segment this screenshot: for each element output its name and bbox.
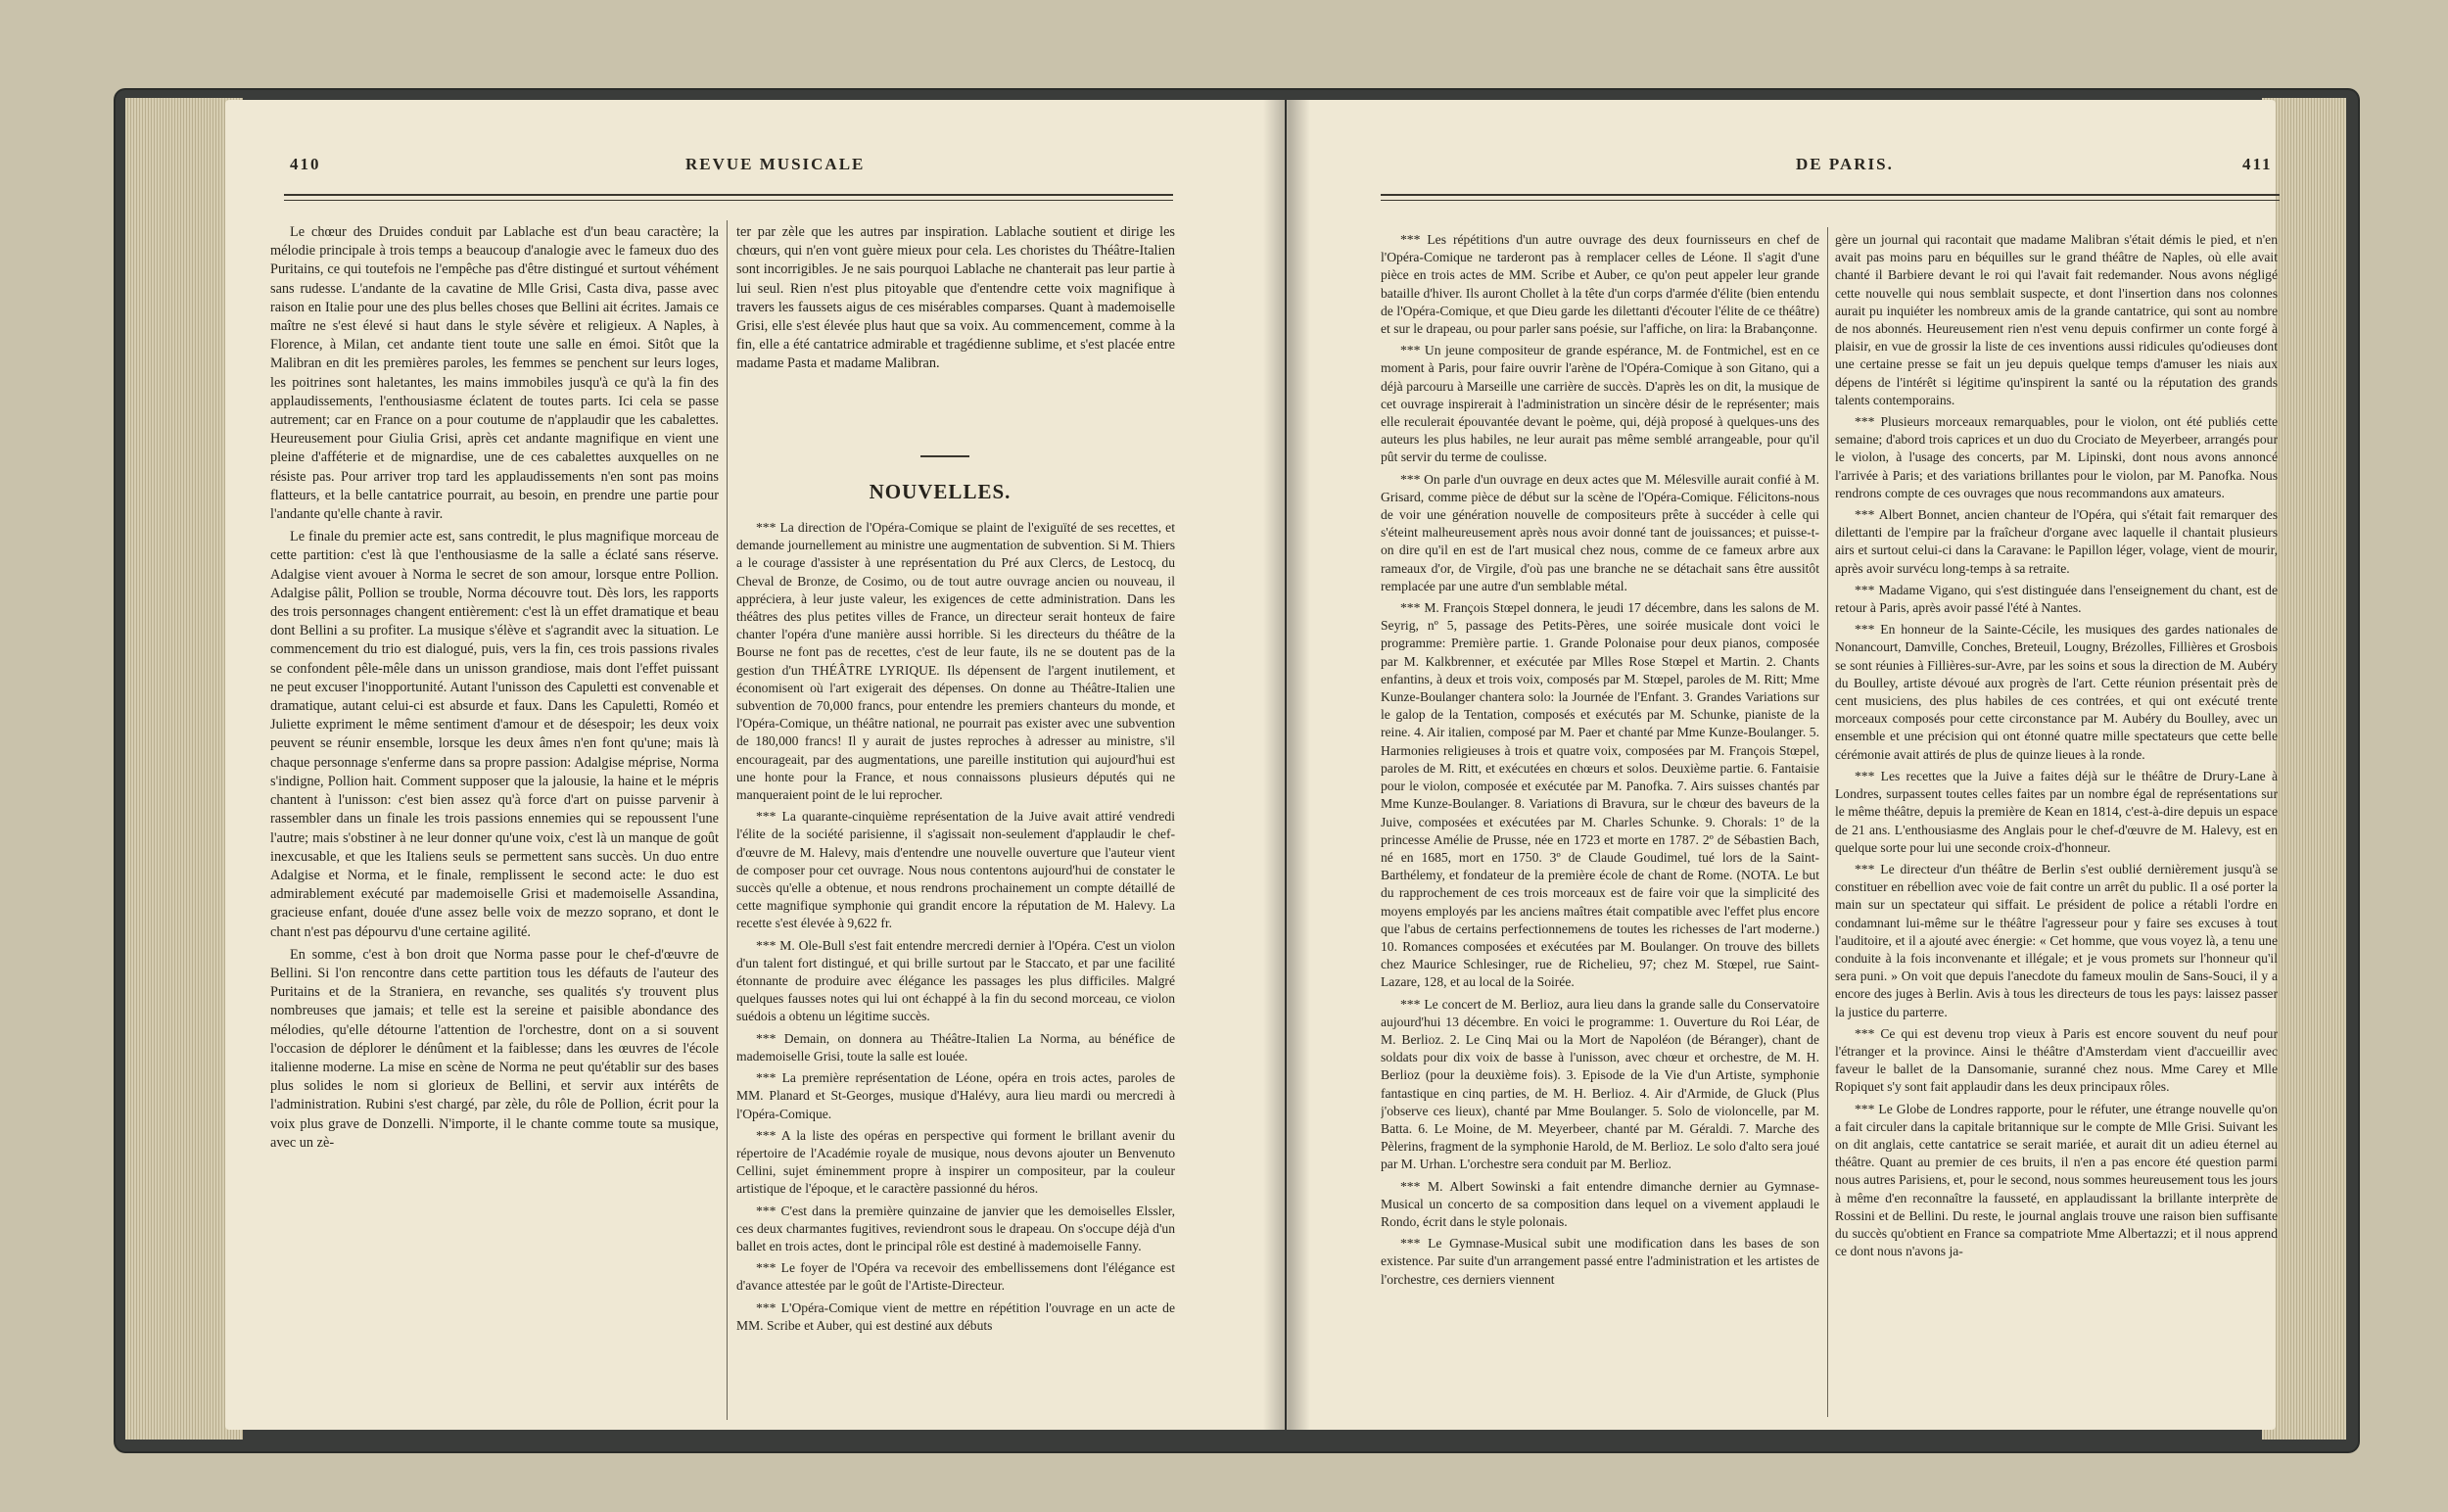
news-item: *** Plusieurs morceaux remarquables, pour le violon, ont été publiés cette semaine; d'abord trois caprices et un duo du Crociato de Meyerbeer, arrangés pour le violon, à l'usage des concerts, par M. Lipinski, dont nous avons annoncé l'arrivée à Paris; et des variations brillantes pour le violon, par M. Panofka. Nous rendrons compte de ces ouvrages que nous recommandons aux amateurs. bbox=[1835, 414, 2278, 500]
left-column-1 bbox=[270, 223, 719, 1420]
news-item: *** M. Albert Sowinski a fait entendre dimanche dernier au Gymnase-Musical un concerto de sa composition dans lequel on a vivement applaudi le Rondo, écrit dans le style polonais. bbox=[1381, 1178, 1819, 1229]
news-item: *** Les recettes que la Juive a faites déjà sur le théâtre de Drury-Lane à Londres, surpassent toutes celles faites par un nombre égal de représentations sur le même théâtre, depuis la première de Kean en 1814, c'est-à-dire depuis un espace de 21 ans. L'enthousiasme des Anglais pour le chef-d'œuvre de M. Halevy, est en quelque sorte pour lui une seconde croix-d'honneur. bbox=[1835, 768, 2278, 855]
news-item: *** Le Globe de Londres rapporte, pour le réfuter, une étrange nouvelle qu'on a fait circuler dans la capitale britannique sur le compte de Mlle Grisi. Suivant les on dit anglais, cette cantatrice se serait mariée, et aurait dit un adieu éternel au théâtre. Quant au premier de ces bruits, il n'en a pas encore été question parmi nous autres Parisiens, et, pour le second, nous sommes heureusement tous les jours à même d'en reconnaître la fausseté, en applaudissant la brillante interprète de Rossini et de Bellini. Du reste, le journal anglais trouve une raison bien suffisante du succès qu'obtient en France sa compatriote Mme Albertazzi; et il nous apprend ce dont nous n'avons ja- bbox=[1835, 1101, 2278, 1259]
right-column-2 bbox=[1835, 231, 2278, 1418]
news-item: *** M. Ole-Bull s'est fait entendre mercredi dernier à l'Opéra. C'est un violon d'un talent fort distingué, et qui brille surtout par le Staccato, et par une facilité étonnante de produire avec élégance les passages les plus difficiles. Malgré quelques fausses notes qui lui ont échappé à la fin du second morceau, ce violon suédois a obtenu un légitime succès. bbox=[736, 937, 1175, 1024]
paragraph: ter par zèle que les autres par inspiration. Lablache soutient et dirige les chœurs, qui n'en vont guère mieux pour cela. Les choristes du Théâtre-Italien sont incorrigibles. Je ne sais pourquoi Lablache ne chanterait pas leur partie à lui seul. Rien n'est plus pitoyable que d'entendre cette voix magnifique à travers les faussets aigus de ces misérables comparses. Quant à mademoiselle Grisi, elle s'est élevée plus haut que sa voix. Au commencement, comme à la fin, elle a été cantatrice admirable et tragédienne sublime, et s'est placée entre madame Pasta et madame Malibran. bbox=[736, 224, 1175, 372]
header-rule-left-thin bbox=[284, 200, 1173, 201]
news-item: *** C'est dans la première quinzaine de janvier que les demoiselles Elssler, ces deux charmantes fugitives, reviendront sous le drapeau. On s'occupe déjà d'un ballet en trois actes, dont le principal rôle est destiné à mademoiselle Fanny. bbox=[736, 1203, 1175, 1253]
news-item: *** A la liste des opéras en perspective qui forment le brillant avenir du répertoire de l'Académie royale de musique, nous devons ajouter un Benvenuto Cellini, sujet éminemment propre à inspirer un compositeur, par la couleur artistique de l'époque, et le caractère passionné du héros. bbox=[736, 1127, 1175, 1197]
news-item: *** En honneur de la Sainte-Cécile, les musiques des gardes nationales de Nonancourt, Damville, Conches, Breteuil, Lougny, Brézolles, Fillières et Grosbois se sont réunies à Fillières-sur-Avre, par les soins et sous la direction de M. Aubéry du Boulley, artiste dévoué aux progrès de l'art. Cette réunion présentait près de cent musiciens, des plus habiles de ces contrées, et qui ont exécuté trente morceaux composés pour cette circonstance par M. Aubéry du Boulley, avec un ensemble et une précision qui ont étonné quatre mille spectateurs que cette belle cérémonie avait attirés de plus de quinze lieues à la ronde. bbox=[1835, 622, 2278, 762]
section-divider bbox=[920, 455, 969, 457]
news-item: *** M. François Stœpel donnera, le jeudi 17 décembre, dans les salons de M. Seyrig, nº 5, passage des Petits-Pères, une soirée musicale dont voici le programme: Première partie. 1. Grande Polonaise pour deux pianos, composée par M. Kalkbrenner, et exécutée par Mlles Rose Stœpel et Martin. 2. Chants enfantins, à deux et trois voix, composés par M. Stœpel, paroles de M. Ritt; Mme Kunze-Boulanger chantera solo: la Journée de l'Enfant. 3. Grandes Variations sur le galop de la Tentation, composés et exécutés par M. Schunke, pianiste de la reine. 4. Air italien, composé par M. Paer et chanté par Mme Kunze-Boulanger. 5. Harmonies religieuses à trois et quatre voix, composées par M. François Stœpel, paroles de M. Ritt, et exécutées en chœurs et solos. Deuxième partie. 6. Fantaisie pour le violon, composée et exécutée par M. Panofka. 7. Airs suisses chantés par Mme Kunze-Boulanger. 8. Variations di Bravura, sur le chœur des baveurs de la Juive, composées et exécutées par M. Charles Schunke. 9. Chorals: 1º de la princesse Amélie de Prusse, née en 1723 et morte en 1787. 2º de Sébastien Bach, né en 1685, mort en 1750. 3º de Claude Goudimel, tué lors de la Saint-Barthélemy, et fondateur de la première école de chant de Rome. (NOTA. Le but du rapprochement de ces trois morceaux est de faire voir que la simplicité des moyens employés par les anciens maîtres était compatible avec l'effet plus encore que l'abus de certains perfectionnemens de toutes les richesses de l'art moderne.) 10. Romances composées et exécutées par M. Boulanger. On trouve des billets chez Maurice Schlesinger, rue de Richelieu, 97; chez M. Stœpel, rue Saint-Lazare, 128, et au local de la Soirée. bbox=[1381, 600, 1819, 990]
left-column-2-news bbox=[736, 519, 1175, 1420]
news-item: *** La première représentation de Léone, opéra en trois actes, paroles de MM. Planard et St-Georges, musique d'Halévy, aura lieu mardi ou mercredi à l'Opéra-Comique. bbox=[736, 1070, 1175, 1121]
news-item: *** On parle d'un ouvrage en deux actes que M. Mélesville aurait confié à M. Grisard, comme pièce de début sur la scène de l'Opéra-Comique. Félicitons-nous de voir une génération nouvelle de compositeurs prête à succéder à celle qui s'éteint malheureusement après nous avoir donné tant de jouissances; et puisse-t-on dire qu'il en est de l'art musical chez nous, comme de ce fameux arbre aux rameaux d'or, de Virgile, d'où pas une branche ne se détachait sans être aussitôt remplacée par une autre d'un semblable métal. bbox=[1381, 471, 1819, 593]
news-item: *** Le directeur d'un théâtre de Berlin s'est oublié dernièrement jusqu'à se constituer en rébellion avec voie de fait contre un arrêt du public. Il a osé porter la main sur un spectateur qui siffait. Le président de police a rétabli l'ordre en condamnant lui-même sur le théâtre l'agresseur pour y faire ses excuses à tout l'auditoire, et il a ajouté avec énergie: « Cet homme, que vous voyez là, a tenu une conduite à la fois inconvenante et illégale; et je vous promets sur l'honneur qu'il sera puni. » On voit que depuis l'anecdote du fameux moulin de Sans-Souci, il y a encore des juges à Berlin. Avis à tous les directeurs de tous les pays: laissez passer la justice du parterre. bbox=[1835, 861, 2278, 1019]
running-head-right: DE PARIS. bbox=[1796, 155, 1894, 173]
right-column-1 bbox=[1381, 231, 1819, 1418]
running-head-left: REVUE MUSICALE bbox=[685, 155, 866, 173]
news-item: *** Albert Bonnet, ancien chanteur de l'Opéra, qui s'était fait remarquer des dilettanti de l'empire par la fraîcheur d'organe avec laquelle il chantait plusieurs airs et surtout celui-ci dans la Caravane: le Papillon léger, volage, vient de mourir, après avoir survécu long-temps à sa retraite. bbox=[1835, 507, 2278, 576]
news-item: *** La direction de l'Opéra-Comique se plaint de l'exiguïté de ses recettes, et demande journellement au ministre une augmentation de subvention. Si M. Thiers a le courage d'assister à une représentation du Pré aux Clercs, de Lestocq, du Cheval de Bronze, de Cosimo, ou de tout autre ouvrage ancien ou nouveau, il appréciera, à leur juste valeur, les exigences de cette administration. Dans les théâtres des plus petites villes de France, un directeur serait honteux de faire chanter l'opéra d'une manière aussi horrible. Si les directeurs du théâtre de la Bourse ne font pas de recettes, c'est de leur faute, ils ne se doutent pas de la gestion d'un THÉÂTRE LYRIQUE. Ils dépensent de l'argent inutilement, et économisent où l'art exigerait des dépenses. On donne au Théâtre-Italien une subvention de 70,000 francs, pour entendre les premiers chanteurs du monde, et l'Opéra-Comique, un théâtre national, ne pourrait pas exister avec une subvention de 180,000 francs! Il y aurait de justes reproches à adresser au ministre, s'il encourageait, par des augmentations, une pareille institution qui aujourd'hui est une honte pour la France, et nous connaissons plusieurs députés qui ne manqueraient point de le lui reprocher. bbox=[736, 520, 1175, 803]
news-item: gère un journal qui racontait que madame Malibran s'était démis le pied, et n'en avait pas moins paru en béquilles sur le grand théâtre de Naples, où elle avait chanté il Barbiere devant le roi qui l'avait fait redemander. Nous avons négligé cette nouvelle qui nous semblait suspecte, et dont l'insertion dans nos colonnes aurait pu inquiéter les nombreux amis de la grande cantatrice, qui sont au nombre de nos abonnés. Heureusement rien n'est venu depuis confirmer un conte forgé à plaisir, en vue de grossir la liste de ces inventions aussi ridicules qu'odieuses dont une certaine presse se fait un jeu depuis quelque temps d'amuser les niais aux dépens de l'intérêt si légitime qu'inspirent la santé ou la réputation des grands talents contemporains. bbox=[1835, 232, 2278, 407]
news-item: *** Un jeune compositeur de grande espérance, M. de Fontmichel, est en ce moment à Paris, pour faire ouvrir l'arène de l'Opéra-Comique à son Gitano, qui a déjà parcouru à Marseille une carrière de succès. D'après les on dit, la musique de cet ouvrage inspirerait à l'administration un sincère désir de le représenter; mais elle reculerait épouvantée devant le poème, qui, déjà proposé à quelques-uns des auteurs les plus habiles, ne leur aurait pas même semblé arrangeable, pour qu'il pût servir du terme de coulisse. bbox=[1381, 343, 1819, 465]
page-number-right: 411 bbox=[2242, 155, 2273, 173]
news-item: *** Le foyer de l'Opéra va recevoir des embellissemens dont l'élégance est d'avance attestée par le goût de l'Artiste-Directeur. bbox=[736, 1260, 1175, 1294]
news-item: *** Le concert de M. Berlioz, aura lieu dans la grande salle du Conservatoire aujourd'hui 13 décembre. En voici le programme: 1. Ouverture du Roi Léar, de M. Berlioz. 2. Le Cinq Mai ou la Mort de Napoléon (de Béranger), chant de soldats pour dix voix de basse à l'unisson, avec chœur et orchestre, de M. H. Berlioz (pour la deuxième fois). 3. Episode de la Vie d'un Artiste, symphonie fantastique en cinq parties, de M. H. Berlioz. 4. Air d'Armide, de Gluck (Plus j'observe ces lieux), chanté par Mme Boulanger. 5. Solo de violoncelle, par M. Batta. 6. Le Moine, de M. Meyerbeer, chanté par M. Géraldi. 7. Marche des Pèlerins, fragment de la symphonie Harold, de M. Berlioz. Le solo d'alto sera joué par M. Urhan. L'orchestre sera conduit par M. Berlioz. bbox=[1381, 996, 1819, 1172]
paragraph: Le chœur des Druides conduit par Lablache est d'un beau caractère; la mélodie principale à trois temps a beaucoup d'analogie avec le fameux duo des Puritains, ce qui toutefois ne l'empêche pas d'être distingué et surtout véhément sans rudesse. L'andante de la cavatine de Mlle Grisi, Casta diva, passe avec raison en Italie pour une des plus belles choses que Bellini ait écrites. Jamais ce maître ne s'est élevé si haut dans le style sévère et religieux. A Naples, à Florence, à Milan, cet andante tient toute une salle en émoi. Sitôt que la Malibran en dit les premières paroles, les femmes se penchent sur leurs loges, les poitrines sont haletantes, les mains immobiles jusqu'à ce qu'à la fin des applaudissements, l'enthousiasme éclatent de toutes parts. Ici cela se passe autrement; car en France on a pour coutume de n'applaudir que les cabalettes. Heureusement pour Giulia Grisi, après cet andante magnifique en vient une pleine d'afféterie et de mignardise, une de ces cabalettes auxquelles on ne résiste pas. Pour arriver trop tard les applaudissements n'en sont pas moins flatteurs, et la belle cantatrice pourrait, au besoin, en prendre une partie pour l'andante qu'elle chante à ravir. bbox=[270, 224, 719, 523]
column-rule-left bbox=[727, 220, 728, 1420]
news-item: *** Ce qui est devenu trop vieux à Paris est encore souvent du neuf pour l'étranger et la province. Ainsi le théâtre d'Amsterdam vient d'accueillir avec faveur le ballet de la Dansomanie, suranné chez nous. Mme Carey et Mlle Ropiquet s'y sont fait applaudir dans les deux principaux rôles. bbox=[1835, 1025, 2278, 1095]
news-item: *** L'Opéra-Comique vient de mettre en répétition l'ouvrage en un acte de MM. Scribe et Auber, qui est destiné aux débuts bbox=[736, 1299, 1175, 1333]
news-item: *** La quarante-cinquième représentation de la Juive avait attiré vendredi l'élite de la société parisienne, il s'agissait non-seulement d'applaudir le chef-d'œuvre de M. Halevy, mais d'entendre une nouvelle ouverture que l'auteur vient de composer pour cet ouvrage. Nous nous contentons aujourd'hui de constater le succès qu'elle a obtenue, et nous rendrons prochainement un compte détaillé de cette magnifique symphonie qui grandit encore la réputation de M. Halevy. La recette s'est élevée à 9,622 fr. bbox=[736, 809, 1175, 931]
paragraph: En somme, c'est à bon droit que Norma passe pour le chef-d'œuvre de Bellini. Si l'on rencontre dans cette partition tous les défauts de l'auteur des Puritains et de la Straniera, en revanche, ses qualités s'y trouvent plus nombreuses que jamais; et telle est la sereine et paisible abondance des mélodies, qu'elle détourne l'attention de l'orchestre, dont on a si souvent l'occasion de déplorer le dénûment et la faiblesse; dans les œuvres de l'école italienne moderne. La mise en scène de Norma ne peut qu'établir sur des bases plus solides le nom si glorieux de Bellini, et servir aux intérêts de l'administration. Rubini s'est chargé, par zèle, du rôle de Pollion, écrit pour la voix plus grave de Donzelli. N'importe, il le chante comme toute sa musique, avec un zè- bbox=[270, 946, 719, 1151]
book-gutter bbox=[1263, 100, 1310, 1430]
column-rule-right bbox=[1827, 227, 1828, 1417]
news-item: *** Les répétitions d'un autre ouvrage des deux fournisseurs en chef de l'Opéra-Comique ne tarderont pas à remplacer celles de Léone. Il s'agit d'une pièce en trois actes de MM. Scribe et Auber, ce qu'on peut appeler leur grande bataille d'hiver. Ils auront Chollet à la tête d'un corps d'armée d'élite (bien entendu de l'Opéra-Comique, et que Dieu garde les dilettanti d'écouter l'élite de ce théâtre) et sur le drapeau, ou pour parler sans poésie, sur l'affiche, on lira: la Brabançonne. bbox=[1381, 232, 1819, 337]
news-item: *** Madame Vigano, qui s'est distinguée dans l'enseignement du chant, est de retour à Paris, après avoir passé l'été à Nantes. bbox=[1835, 582, 2278, 616]
section-title: NOUVELLES. bbox=[869, 480, 1012, 503]
header-rule-left bbox=[284, 194, 1173, 196]
news-item: *** Demain, on donnera au Théâtre-Italien La Norma, au bénéfice de mademoiselle Grisi, toute la salle est louée. bbox=[736, 1030, 1175, 1063]
left-column-2-top bbox=[736, 223, 1175, 433]
header-rule-right-thin bbox=[1381, 200, 2280, 201]
paragraph: Le finale du premier acte est, sans contredit, le plus magnifique morceau de cette partition: c'est là que l'enthousiasme de la salle a éclaté sans réserve. Adalgise vient avouer à Norma le secret de son amour, lorsque entre Pollion. Adalgise pâlit, Pollion se trouble, Norma découvre tout. Dès lors, les rapports des trois personnages changent entièrement: c'est là un effet dramatique et beau dont Bellini a su profiter. La musique s'élève et s'agrandit avec la situation. Le commencement du trio est dialogué, puis, vers la fin, ces trois passions rivales se confondent pêle-mêle dans un unisson grandiose, mais dont l'effet puissant ne peut excuser l'inopportunité. Autant l'unisson des Capuletti est convenable et dramatique, autant celui-ci est absurde et faux. Dans les Capuletti, Roméo et Juliette expriment le même sentiment d'amour et de désespoir; les deux voix peuvent se réunir ensemble, lorsque les deux âmes n'en font qu'une; mais là chaque personnage s'enferme dans sa propre passion: Adalgise méprise, Norma s'indigne, Pollion hait. Comment supposer que la jalousie, la haine et le mépris chantent à l'unisson: c'est bien assez qu'à force d'art on puisse parvenir à rassembler dans un finale les trois passions ennemies qui se repoussent l'une l'autre; mais s'obstiner à ne leur donner qu'une voix, c'est là un manque de goût inexcusable, et que les Italiens seuls se permettent sans succès. Un duo entre Adalgise et Norma, et le finale, remplissent le second acte: le duo est admirablement exécuté par mademoiselle Grisi et mademoiselle Assandina, gracieuse enfant, douée d'une assez belle voix de mezzo soprano, et dont le chant n'est pas dépourvu d'une certaine agilité. bbox=[270, 529, 719, 940]
news-item: *** Le Gymnase-Musical subit une modification dans les bases de son existence. Par suite d'un arrangement passé entre l'administration et les artistes de l'orchestre, ces derniers viennent bbox=[1381, 1236, 1819, 1287]
header-rule-right bbox=[1381, 194, 2280, 196]
page-number-left: 410 bbox=[290, 155, 321, 173]
